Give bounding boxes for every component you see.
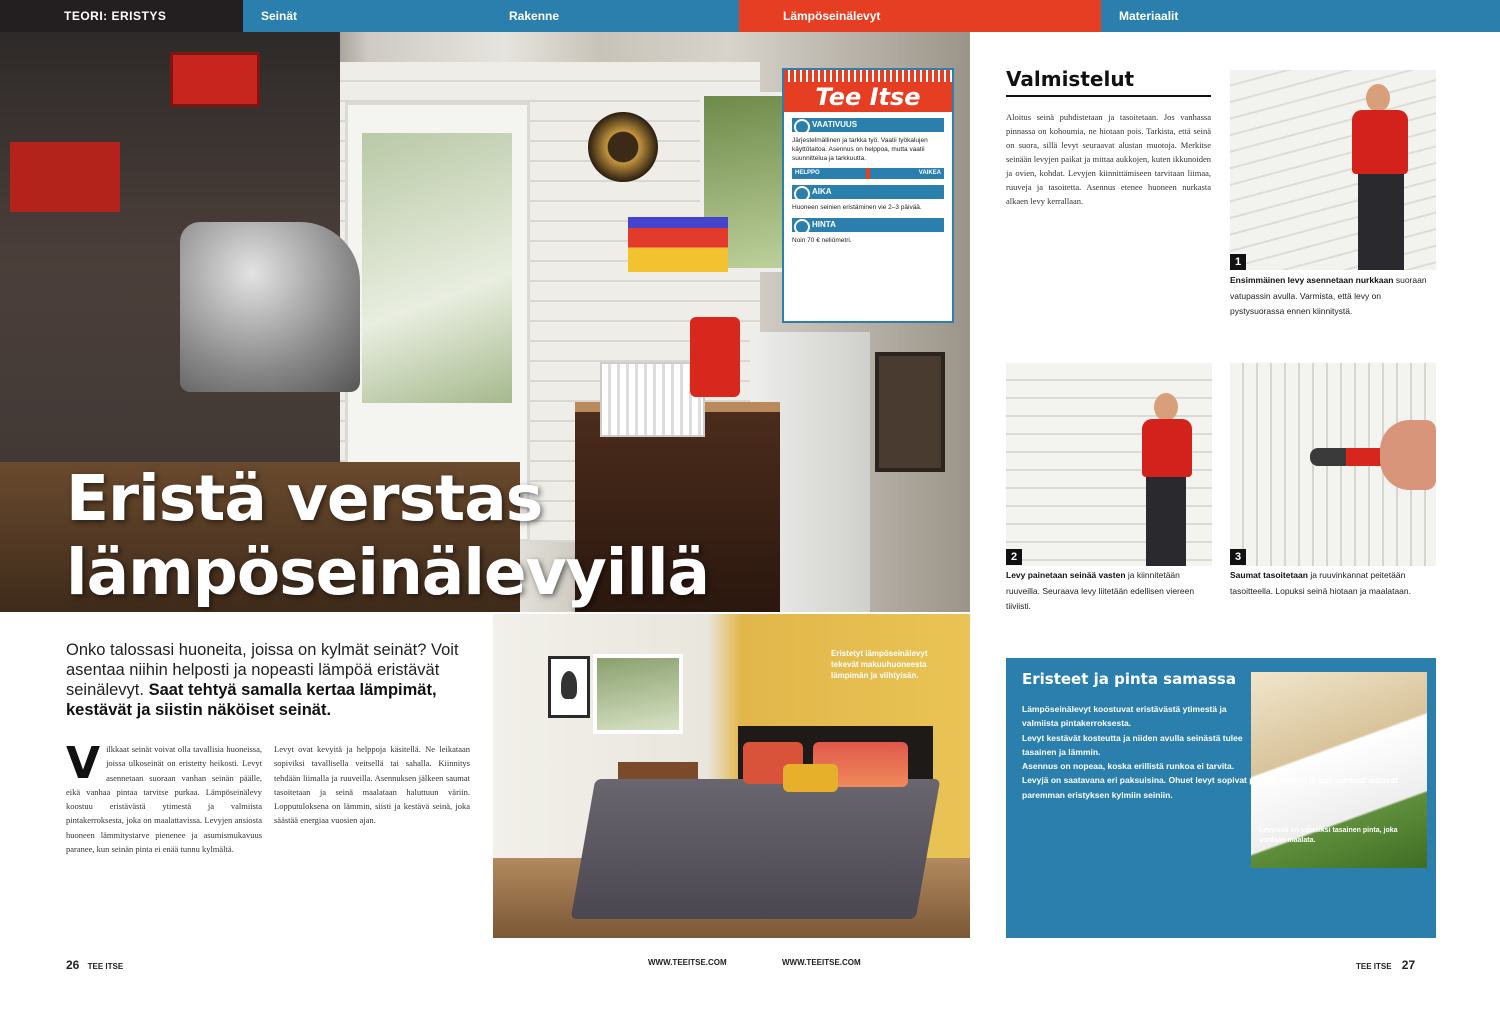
step-3-text: ja ruuvinkannat peitetään tasoitteella. Lopuksi seinä hiotaan ja maalataan. xyxy=(1230,570,1411,596)
time-text: Huoneen seinien eristäminen vie 2–3 päivää. xyxy=(792,204,922,211)
step-1-photo xyxy=(1230,70,1436,270)
article-intro xyxy=(66,640,476,720)
step-3-number: 3 xyxy=(1230,549,1246,565)
left-magazine-name: TEE ITSE xyxy=(87,962,124,971)
tee-itse-title: Tee Itse xyxy=(784,82,952,112)
drop-cap: V xyxy=(66,738,101,789)
framed-picture xyxy=(548,656,590,718)
body-column-2 xyxy=(274,742,470,828)
footer-right xyxy=(1356,958,1415,972)
step-1-text: suoraan vatupassin avulla. Varmista, että levy on pystysuorassa ennen kiinnitystä. xyxy=(1230,275,1427,316)
step-2-bold: Levy painetaan seinää vasten xyxy=(1006,570,1126,580)
step-2-number: 2 xyxy=(1006,549,1022,565)
footer-center-left[interactable]: WWW.TEEITSE.COM xyxy=(648,958,727,967)
worker-legs xyxy=(1358,174,1404,270)
price-text: Noin 70 € neliömetri. xyxy=(792,237,852,244)
info-paragraph-4: Levyjä on saatavana eri paksuisina. Ohuet levyt sopivat pieniin tiloihin ja paksummat antavat paremman eristyksen kylmiin seiniin. xyxy=(1022,775,1399,800)
worker-head-2 xyxy=(1154,393,1178,421)
worker-head xyxy=(1366,84,1390,112)
info-paragraph-1: Lämpöseinälevyt koostuvat eristävästä ytimestä ja valmiista pintakerroksesta. xyxy=(1022,704,1227,729)
section-nav xyxy=(0,0,1500,32)
bedroom-window xyxy=(593,654,683,734)
worker-hand xyxy=(1380,420,1436,490)
difficulty-text: Järjestelmällinen ja tarkka työ. Vaatii työkalujen käyttötaitoa. Asennus on helppoa, mutta vaatii suunnittelua ja tarkkuutta. xyxy=(792,137,928,162)
headline-line-1: Eristä verstas xyxy=(66,462,543,535)
section-label: TEORI: ERISTYS xyxy=(0,0,243,32)
info-box-title: Eristeet ja pinta samassa xyxy=(1022,670,1236,688)
bed xyxy=(571,779,941,919)
step-2-caption xyxy=(1006,568,1212,615)
red-boxes xyxy=(170,52,260,107)
worker-shirt xyxy=(1352,110,1408,174)
pillow-yellow xyxy=(783,764,838,792)
preparations-body: Aloitus seinä puhdistetaan ja tasoitetaan. Jos vanhassa pinnassa on kohoumia, ne hiotaan pois. Tarkista, että seinä on suora, sillä levyt seuraavat alustan muotoja. Merkitse seinään levyjen paikat ja mittaa aukkojen, kuten ikkunoiden ja ovien, kohdat. Levyjen kiinnittämiseen tarvitaan liimaa, ruuveja ja tasoitetta. Asennus etenee huoneen nurkasta alkaen levy kerrallaan. xyxy=(1006,112,1211,206)
step-1-caption xyxy=(1230,273,1436,320)
info-box xyxy=(1006,658,1436,938)
nav-tab-panels-active: Lämpöseinälevyt xyxy=(739,0,1101,32)
tee-itse-stripe xyxy=(784,70,952,82)
article-headline xyxy=(66,462,709,610)
info-paragraph-3: Asennus on nopeaa, koska erillistä runkoa ei tarvita. xyxy=(1022,761,1235,772)
left-page-number: 26 xyxy=(66,958,80,972)
difficulty-label: VAATIVUUS xyxy=(792,118,944,132)
body-text-2: Levyt ovat kevyitä ja helppoja käsitellä. Ne leikataan sopiviksi tavallisella veitsellä tai sahalla. Kiinnitys tehdään liimalla ja ruuveilla. Asennuksen jälkeen saumat tasoitetaan ja seinä maalataan haluttuun väriin. Lopputuloksena on lämmin, siisti ja kestävä seinä, joka säästää energiaa vuosien ajan. xyxy=(274,744,470,826)
right-magazine-name: TEE ITSE xyxy=(1356,962,1392,971)
body-text-1: ilkkaat seinät voivat olla tavallisia huoneissa, joissa ulkoseinät on eristetty heikosti. Levyt asennetaan suoraan vanhan seinän päälle, eikä vanhaa pintaa tarvitse purkaa. Lämpöseinälevy koostuu eristävästä ytimestä ja valmiista pintakerroksesta, joka on maalattavissa. Levyjen ansiosta huoneen lämmitystarve pienenee ja asumismukavuus paranee, kun seinän pinta ei enää tunnu kylmältä. xyxy=(66,744,262,855)
panel-photo-caption: Levyissä on valmiiksi tasainen pinta, joka voidaan maalata. xyxy=(1259,827,1398,844)
notice-board xyxy=(875,352,945,472)
workshop-photo xyxy=(0,32,970,612)
info-paragraph-2: Levyt kestävät kosteutta ja niiden avulla seinästä tulee tasainen ja lämmin. xyxy=(1022,732,1243,757)
step-3-bold: Saumat tasoitetaan xyxy=(1230,570,1308,580)
drill-press xyxy=(180,222,360,392)
preparations-title: Valmistelut xyxy=(1006,67,1211,97)
nav-tab-structure: Rakenne xyxy=(491,0,739,32)
price-label: HINTA xyxy=(792,218,944,232)
footer-center-right[interactable]: WWW.TEEITSE.COM xyxy=(782,958,861,967)
footer-left xyxy=(66,958,123,972)
step-2-text: ja kiinnitetään ruuveilla. Seuraava levy liitetään edellisen viereen tiiviisti. xyxy=(1006,570,1195,611)
step-1-number: 1 xyxy=(1230,254,1246,270)
worker-shirt-2 xyxy=(1142,419,1192,477)
right-page-number: 27 xyxy=(1401,958,1416,972)
body-column-1 xyxy=(66,738,262,856)
red-toolbox xyxy=(10,142,120,212)
time-label: AIKA xyxy=(792,185,944,199)
info-box-body xyxy=(1022,702,1427,802)
intro-bold: Saat tehtyä samalla kertaa lämpimät, kestävät ja siistin näköiset seinät. xyxy=(66,681,437,719)
meter-low-label: HELPPO xyxy=(792,168,866,179)
nav-tab-walls: Seinät xyxy=(243,0,491,32)
screwdriver xyxy=(1310,448,1390,466)
headline-line-2: lämpöseinälevyillä xyxy=(66,536,710,609)
storage-bins xyxy=(628,217,728,272)
bedroom-caption: Eristetyt lämpöseinälevyt tekevät makuuhuoneesta lämpimän ja viihtyisän. xyxy=(831,649,928,680)
step-2-photo xyxy=(1006,363,1212,566)
nav-tab-materials: Materiaalit xyxy=(1101,0,1500,32)
meter-high-label: VAIKEA xyxy=(870,168,944,179)
bedroom-photo xyxy=(493,614,970,938)
tee-itse-box xyxy=(782,68,954,323)
wall-clock xyxy=(588,112,658,182)
door-pane xyxy=(362,133,512,403)
worker-legs-2 xyxy=(1146,477,1186,566)
red-pump xyxy=(690,317,740,397)
step-3-caption xyxy=(1230,568,1436,599)
intro-text: Onko talossasi huoneita, joissa on kylmät seinät? Voit asentaa niihin helposti ja nopeasti lämpöä eristävät seinälevyt. xyxy=(66,641,459,699)
step-1-bold: Ensimmäinen levy asennetaan nurkkaan xyxy=(1230,275,1394,285)
difficulty-meter xyxy=(792,168,944,179)
